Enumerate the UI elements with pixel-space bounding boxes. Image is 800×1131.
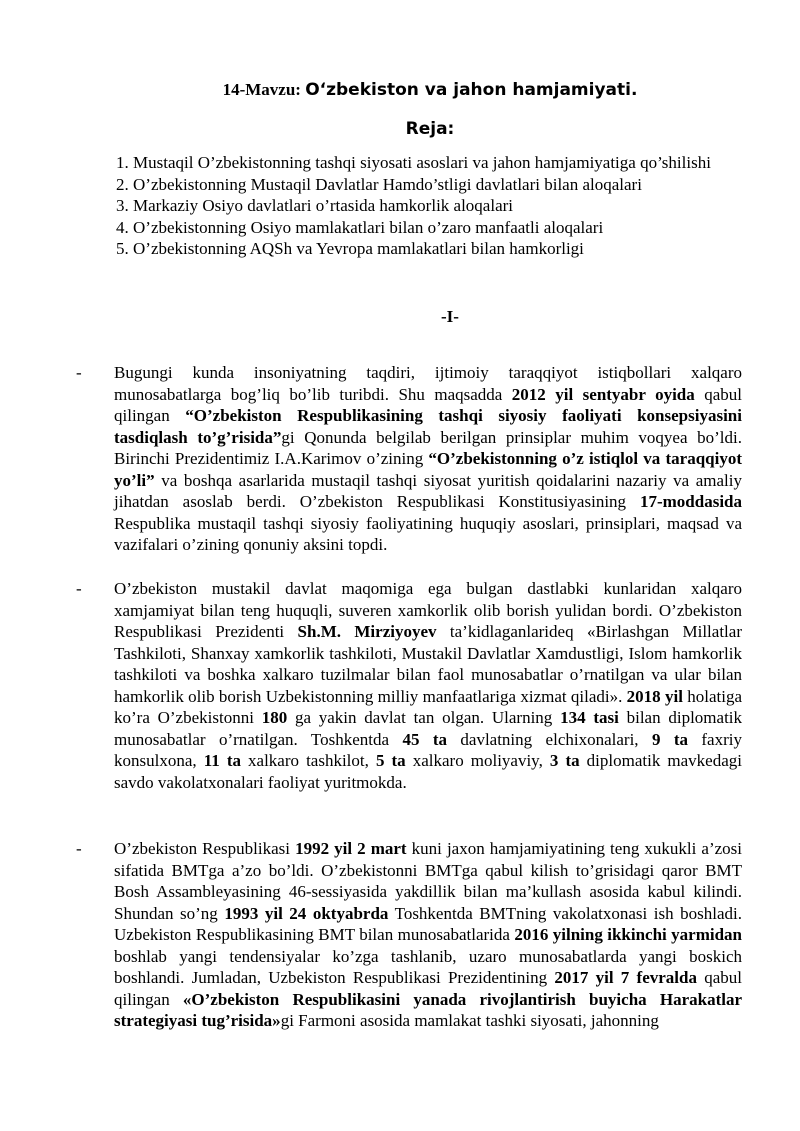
- text-segment: faxriy konsulxona,: [114, 729, 742, 770]
- bold-text-segment: “O’zbekistonning o’z istiqlol va taraqqiyot yo’li”: [114, 449, 742, 490]
- text-segment: holatiga ko’ra O’zbekistonni: [114, 686, 742, 727]
- bold-text-segment: 17-moddasida: [639, 492, 742, 511]
- paragraph: [114, 838, 742, 1032]
- bullet-dash: -: [76, 839, 82, 858]
- text-segment: bilan diplomatik munosabatlar o’rnatilgan. Toshkentda: [114, 708, 743, 749]
- plan-list: [116, 152, 736, 260]
- bold-text-segment: 9 ta: [651, 729, 688, 749]
- bold-text-segment: 5 ta: [375, 751, 406, 770]
- plan-item: 3. Markaziy Osiyo davlatlari o’rtasida hamkorlik aloqalari: [116, 196, 514, 215]
- bullet-dash: -: [76, 363, 82, 382]
- text-segment: boshlab yangi tendensiyalar ko’zga tashlanib, uzaro munosabatlarda yangi boskich boshlandi. Jumladan, Uzbekiston Respublikasi Prezidentining: [114, 946, 742, 987]
- text-segment: qabul qilingan: [114, 384, 742, 425]
- text-segment: O’zbekiston Respublikasi: [114, 839, 296, 858]
- text-segment: O’zbekiston mustakil davlat maqomiga ega bulgan dastlabki kunlaridan xalqaro xamjamiyat bilan teng huquqli, suveren xamkorlik olib borish yulidan bordi. O’zbekiston Respublikasi Prezidenti: [114, 579, 742, 641]
- topic-theme: O‘zbekiston va jahon hamjamiyati.: [305, 80, 638, 100]
- text-segment: davlatning elchixonalari,: [447, 729, 652, 749]
- bold-text-segment: 45 ta: [402, 729, 447, 749]
- text-segment: Bugungi kunda insoniyatning taqdiri, ijtimoiy taraqqiyot istiqbollari xalqaro munosabatlarga bog’liq bo’lib turibdi. Shu maqsadda: [114, 363, 742, 404]
- text-segment: gi Qonunda belgilab berilgan prinsiplar muhim voqyea bo’ldi. Birinchi Prezidentimiz I.A.Karimov o’zining: [114, 427, 742, 468]
- paragraph: [114, 362, 742, 556]
- bold-text-segment: 1993 yil 24 oktyabrda: [224, 903, 389, 923]
- text-segment: ta’kidlaganlarideq «Birlashgan Millatlar Tashkiloti, Shanxay xamkorlik tashkiloti, Mustakil Davlatlar Xamdustligi, Islom hamkorlik tashkiloti va boshka xalkaro tuzilmalar bilan faol munosabatlar o’rnatilgan va ular bilan hamkorlik olib borish Uzbekistonning milliy manfaatlariga xizmat qiladi».: [114, 622, 742, 706]
- bold-text-segment: «O’zbekiston Respublikasini yanada rivojlantirish buyicha Harakatlar strategiyasi tug’risida»: [114, 989, 742, 1030]
- bullet-dash: -: [76, 579, 82, 598]
- text-segment: kuni jaxon hamjamiyatining teng xukukli a’zosi sifatida BMTga a’zo bo’ldi. O’zbekistonni BMTga qabul kilish to’grisidagi qaror BMT Bosh Assambleyasining 46-sessiyasida yakdillik bilan ma’kullash asosida kabul kilindi. Shundan so’ng: [114, 839, 742, 923]
- text-segment: ga yakin davlat tan olgan. Ularning: [287, 708, 561, 727]
- bold-text-segment: 2018 yil: [626, 686, 683, 706]
- text-segment: diplomatik mavkedagi savdo vakolatxonalari faoliyat yuritmokda.: [114, 751, 742, 792]
- plan-item: 5. O’zbekistonning AQSh va Yevropa mamlakatlari bilan hamkorligi: [116, 239, 584, 258]
- bold-text-segment: 180: [261, 708, 288, 727]
- paragraph: [114, 578, 742, 793]
- bold-text-segment: 2016 yilning ikkinchi yarmidan: [514, 925, 743, 944]
- topic-number: 14-Mavzu:: [222, 80, 301, 99]
- plan-heading: Reja:: [405, 119, 455, 139]
- text-segment: qabul qilingan: [114, 968, 742, 1009]
- text-segment: gi Farmoni asosida mamlakat tashki siyosati, jahonning: [280, 1011, 659, 1030]
- text-segment: Respublika mustaqil tashqi siyosiy faoliyatining huquqiy asoslari, prinsiplari, maqsad va vazifalari o’zining qonuniy aksini topdi.: [114, 513, 742, 554]
- bold-text-segment: “O’zbekiston Respublikasining tashqi siyosiy faoliyati konsepsiyasini tasdiqlash to’g’risida”: [114, 406, 742, 447]
- bold-text-segment: 134 tasi: [560, 708, 619, 727]
- plan-item: 4. O’zbekistonning Osiyo mamlakatlari bilan o’zaro manfaatli aloqalari: [116, 217, 604, 237]
- text-segment: va boshqa asarlarida mustaqil tashqi siyosat yuritish qoidalarini nazariy va amaliy jihatdan asoslab berdi. O’zbekiston Respublikasi Konstitusiyasining: [114, 470, 742, 511]
- bold-text-segment: 1992 yil 2 mart: [295, 839, 407, 858]
- plan-item: 2. O’zbekistonning Mustaqil Davlatlar Hamdo’stligi davlatlari bilan aloqalari: [116, 174, 642, 194]
- bold-text-segment: 2012 yil sentyabr oyida: [511, 384, 695, 404]
- bold-text-segment: Sh.M. Mirziyoyev: [297, 622, 437, 641]
- bold-text-segment: 2017 yil 7 fevralda: [554, 968, 697, 987]
- plan-item: 1. Mustaqil O’zbekistonning tashqi siyosati asoslari va jahon hamjamiyatiga qo’shilishi: [116, 153, 711, 172]
- text-segment: xalkaro tashkilot,: [240, 751, 376, 770]
- section-heading: -I-: [441, 307, 459, 326]
- bold-text-segment: 11 ta: [203, 751, 241, 770]
- text-segment: xalkaro moliyaviy,: [405, 751, 550, 770]
- bold-text-segment: 3 ta: [549, 751, 580, 770]
- text-segment: Toshkentda BMTning vakolatxonasi ish boshladi. Uzbekiston Respublikasining BMT bilan munosabatlarida: [114, 903, 742, 944]
- topic-title: [0, 78, 800, 102]
